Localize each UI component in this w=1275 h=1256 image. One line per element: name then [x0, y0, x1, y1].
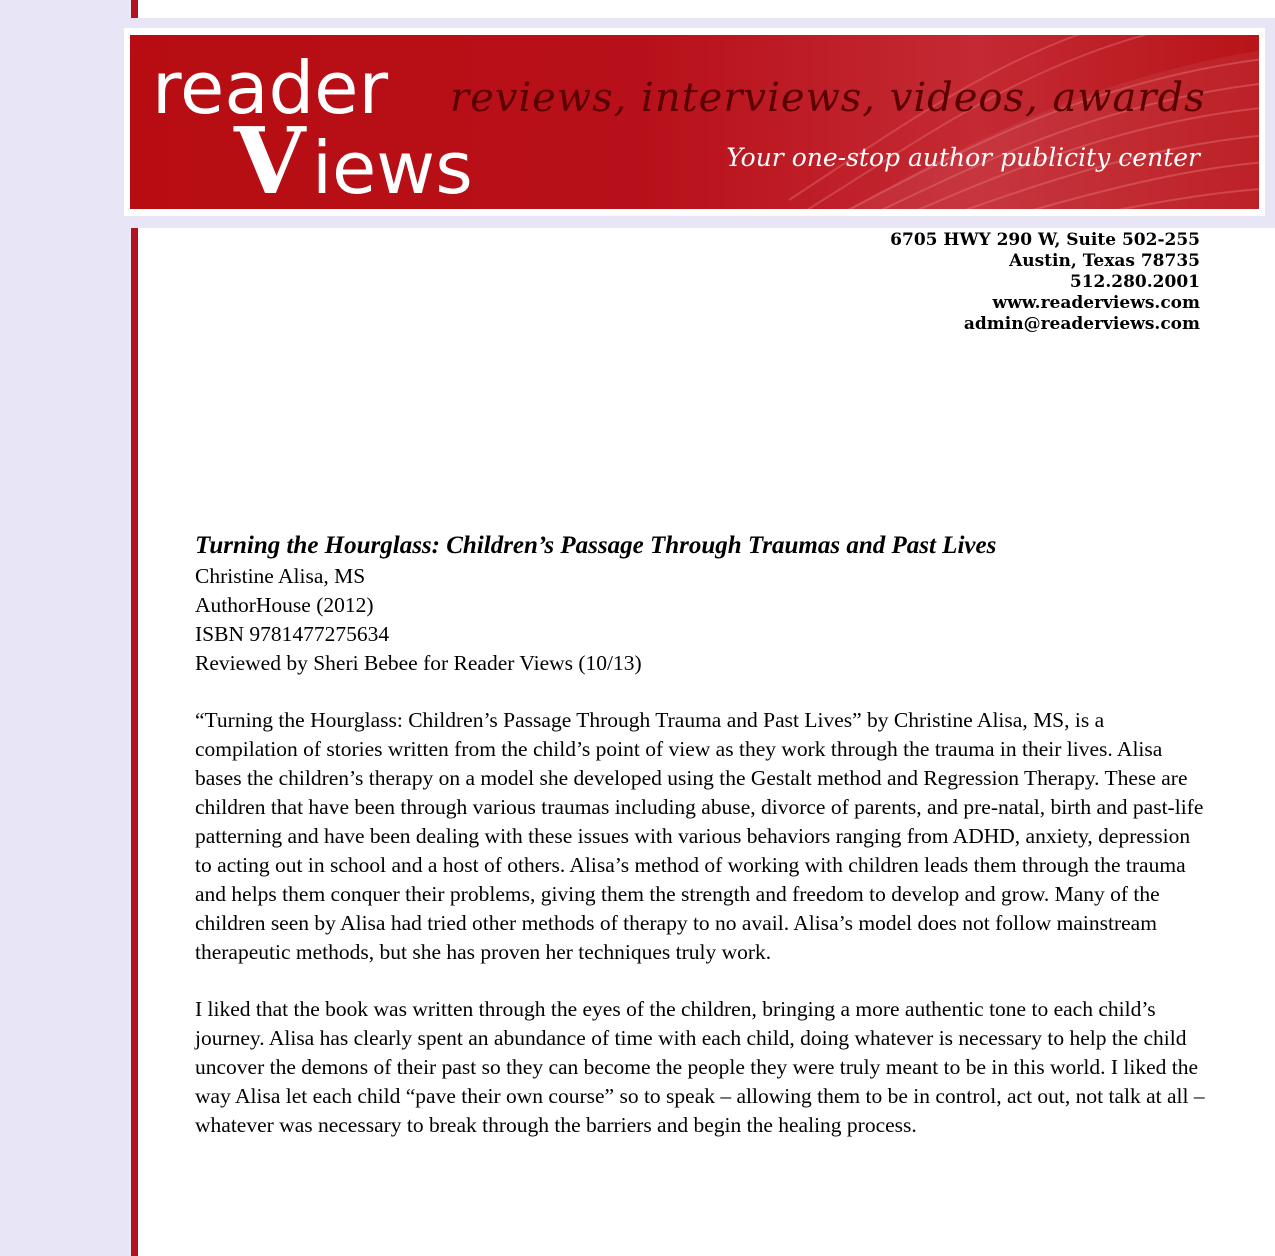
- header-banner: [130, 35, 1259, 209]
- book-author: Christine Alisa, MS: [195, 564, 366, 588]
- reviewer-credit: Reviewed by Sheri Bebee for Reader Views (10/13): [195, 651, 642, 675]
- address-email[interactable]: admin@readerviews.com: [963, 314, 1200, 334]
- banner-frame: [114, 18, 1275, 228]
- review-content: [195, 530, 1205, 1140]
- review-paragraph: I liked that the book was written through the eyes of the children, bringing a more authentic tone to each child’s journey. Alisa has clearly spent an abundance of time with each child, doing whatever is necessary to help the child uncover the demons of their past so they can become the people they were truly meant to be in this world. I liked the way Alisa let each child “pave their own course” so to speak – allowing them to be in control, act out, not talk at all – whatever was necessary to break through the barriers and begin the healing process.: [195, 997, 1205, 1137]
- address-website[interactable]: www.readerviews.com: [992, 293, 1200, 313]
- banner-tagline: reviews, interviews, videos, awards: [450, 75, 1206, 121]
- banner-subtagline: Your one-stop author publicity center: [726, 143, 1200, 172]
- book-title: Turning the Hourglass: Children’s Passage Through Traumas and Past Lives: [195, 532, 997, 559]
- left-gutter: [0, 0, 131, 1256]
- open-book-icon: [779, 35, 1259, 209]
- logo-letter-v: V: [234, 107, 306, 201]
- contact-address-block: [700, 230, 1200, 335]
- address-street: 6705 HWY 290 W, Suite 502-255: [890, 230, 1200, 250]
- review-paragraph: “Turning the Hourglass: Children’s Passage Through Trauma and Past Lives” by Christine Alisa, MS, is a compilation of stories written from the child’s point of view as they work through the trauma in their lives. Alisa bases the children’s therapy on a model she developed using the Gestalt method and Regression Therapy. These are children that have been through various traumas including abuse, divorce of parents, and pre-natal, birth and past-life patterning and have been dealing with these issues with various behaviors ranging from ADHD, anxiety, depression to acting out in school and a host of others. Alisa’s method of working with children leads them through the trauma and helps them conquer their problems, giving them the strength and freedom to develop and grow. Many of the children seen by Alisa had tried other methods of therapy to no avail. Alisa’s model does not follow mainstream therapeutic methods, but she has proven her techniques truly work.: [195, 708, 1204, 964]
- book-publisher: AuthorHouse (2012): [195, 593, 374, 617]
- logo-word-iews: iews: [312, 126, 473, 201]
- book-meta: [195, 562, 1205, 678]
- reader-views-logo: [144, 51, 504, 201]
- book-isbn: ISBN 9781477275634: [195, 622, 390, 646]
- logo-word-reader: reader: [152, 51, 389, 130]
- address-phone: 512.280.2001: [1069, 272, 1200, 292]
- address-city: Austin, Texas 78735: [1009, 251, 1200, 271]
